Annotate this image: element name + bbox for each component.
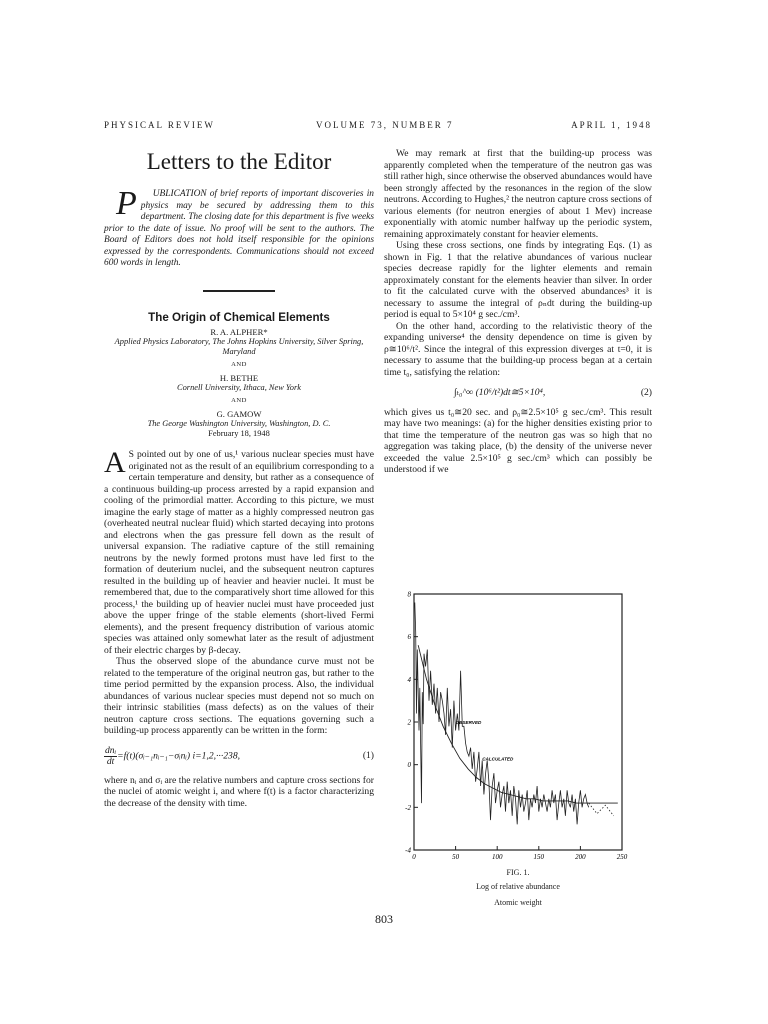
series-annotation-label: CALCULATED (482, 756, 514, 762)
author-affiliation: Applied Physics Laboratory, The Johns Hopkins University, Silver Spring, Maryland (114, 337, 364, 356)
fraction-numerator: dnᵢ (105, 744, 117, 756)
calculated-series-line (418, 645, 618, 803)
running-header (104, 120, 652, 134)
author-affiliation: The George Washington University, Washington, D. C. (147, 419, 331, 428)
left-column (104, 140, 374, 809)
body-paragraph: We may remark at first that the building-up process was apparently completed when the temperature of the neutron gas was still rather high, since otherwise the observed abundances would have been strongly affected by the resonances in the region of the slow neutrons. According to Hughes,² the neutron capture cross sections of various elements (for neutron energies of about 1 Mev) increase exponentially with atomic number halfway up the periodic system, remaining approximately constant for heavier elements. (384, 148, 653, 240)
fraction-denominator: dt (106, 755, 115, 767)
equation-1 (104, 746, 374, 767)
drop-cap: A (104, 446, 126, 479)
drop-cap: P (116, 185, 137, 222)
x-tick-label: 0 (412, 853, 416, 861)
editorial-note (104, 185, 374, 270)
issue-date: APRIL 1, 1948 (571, 120, 652, 130)
y-tick-label: 2 (407, 718, 411, 727)
figure-caption-line1: Log of relative abundance (476, 882, 560, 891)
equation-body: ∫ₜ₀^∞ (10⁶/t²)dt≅5×10⁴, (454, 387, 546, 398)
byline (104, 327, 374, 439)
equation-number: (1) (362, 750, 374, 762)
series-annotation-label: OBSERVED (455, 720, 482, 726)
author-name: G. GAMOW (216, 409, 262, 419)
article-title: The Origin of Chemical Elements (148, 310, 330, 324)
received-date: February 18, 1948 (208, 429, 270, 438)
equation-number: (2) (640, 387, 652, 398)
and-word: AND (231, 361, 247, 368)
editorial-text: UBLICATION of brief reports of important discoveries in physics may be secured by addressing them to this department. The closing date for this department is five weeks prior to the date of issue. No proof will be sent to the authors. The Board of Editors does not hold itself responsible for the opinions expressed by the correspondents. Communications should not exceed 600 words in length. (104, 189, 374, 268)
y-tick-label: 4 (407, 675, 411, 684)
body-paragraph (104, 446, 374, 656)
abundance-chart (384, 586, 652, 866)
body-paragraph: where nᵢ and σᵢ are the relative numbers and capture cross sections for the nuclei of atomic weight i, and where f(t) is a factor characterizing the decrease of the density with time. (104, 774, 374, 809)
body-paragraph: On the other hand, according to the relativistic theory of the expanding universe⁴ the density dependence on time is given by ρ≅10⁶/t². Since the integral of this expression diverges at t=0, it is necessary to assume that the building-up process began at a certain time t₀, satisfying the relation: (384, 320, 652, 378)
y-tick-label: -2 (405, 803, 411, 812)
y-tick-label: 0 (407, 761, 411, 770)
y-tick-label: 8 (407, 590, 411, 599)
x-tick-label: 200 (575, 853, 586, 861)
body-paragraph: Thus the observed slope of the abundance curve must not be related to the temperature of the original neutron gas, but rather to the time period permitted by the expansion process. Also, the individual abundances of various nuclear species must depend not so much on their intrinsic stabilities (mass defects) as on the values of their neutron capture cross sections. The equations governing such a building-up process apparently can be written in the form: (104, 656, 374, 736)
body-paragraph: which gives us t₀≅20 sec. and ρ₀≅2.5×10⁵ g sec./cm³. This result may have two meanings: (a) for the higher densities existing prior to that time the temperature of the neutron gas was so high that no aggregation was taking place, (b) the density of the universe never exceeded the value 2.5×10⁵ g sec./cm³ which can possibly be understood if we (384, 406, 652, 475)
figure-1 (384, 586, 652, 916)
x-tick-label: 250 (616, 853, 628, 861)
author-affiliation: Cornell University, Ithaca, New York (177, 383, 301, 392)
equation-body (104, 746, 240, 767)
x-tick-label: 100 (491, 853, 503, 861)
body-paragraph: Using these cross sections, one finds by integrating Eqs. (1) as shown in Fig. 1 that the relative abundances of various nuclear species decrease rapidly for the lighter elements and remain approximately constant for the elements heavier than silver. In order to fit the calculated curve with the observed abundances³ it is necessary to assume the integral of ρₙdt during the building-up period is equal to 5×10⁴ g sec./cm³. (384, 240, 652, 320)
body-text: S pointed out by one of us,¹ various nuclear species must have originated not as the result of an equilibrium corresponding to a certain temperature and density, but rather as a consequence of a continuous building-up process arrested by a rapid expansion and cooling of the primordial matter. According to this picture, we must imagine the early stage of matter as a highly compressed neutron gas (overheated neutral nuclear fluid) which started decaying into protons and electrons when the gas pressure fell down as the result of universal expansion. The radiative capture of the still remaining neutrons by the newly formed protons must have led first to the formation of deuterium nuclei, and the subsequent neutron captures resulted in the building up of heavier and heavier nuclei. It must be remembered that, due to the comparatively short time allowed for this process,¹ the building up of heavier nuclei must have proceeded just above the upper fringe of the stable elements (short-lived Fermi elements), and the present frequency distribution of various atomic species was attained only somewhat later as the result of adjustment of their electric charges by β-decay. (104, 449, 374, 656)
journal-name: PHYSICAL REVIEW (104, 120, 215, 130)
equation-2 (384, 387, 652, 399)
page-number: 803 (375, 912, 393, 926)
and-word: AND (231, 397, 247, 404)
section-title: Letters to the Editor (146, 149, 332, 174)
observed-series-line (415, 603, 589, 825)
volume-number: VOLUME 73, NUMBER 7 (316, 120, 454, 130)
x-tick-label: 150 (533, 853, 545, 861)
equation-rhs: =f(t)(σᵢ₋₁nᵢ₋₁−σᵢnᵢ) i=1,2,···238, (117, 750, 241, 762)
author-name: R. A. ALPHER* (210, 327, 268, 337)
derivative-fraction (104, 746, 117, 767)
x-tick-label: 50 (452, 853, 460, 861)
figure-label: FIG. 1. (506, 868, 530, 877)
author-name: H. BETHE (219, 373, 259, 383)
dotted-series-line (589, 803, 614, 816)
y-tick-label: 6 (407, 633, 411, 642)
y-tick-label: -4 (405, 846, 411, 855)
figure-caption-line2: Atomic weight (494, 898, 542, 907)
section-divider (203, 290, 275, 292)
right-column (384, 148, 652, 476)
